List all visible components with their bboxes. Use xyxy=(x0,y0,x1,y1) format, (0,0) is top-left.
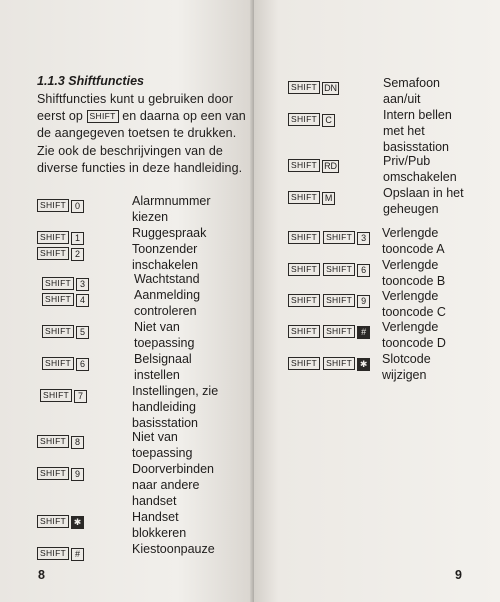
function-description: Verlengde tooncode D xyxy=(382,320,446,351)
function-description: Toonzender inschakelen xyxy=(132,242,199,273)
shift-key: SHIFT xyxy=(37,515,69,528)
shift-key: SHIFT xyxy=(40,389,72,402)
hash-key: # xyxy=(71,548,84,561)
digit-key: 9 xyxy=(71,468,84,481)
key-combo-shift-shift-6 xyxy=(288,260,370,278)
rd-key: RD xyxy=(324,161,338,171)
key-combo-shift-7 xyxy=(40,386,87,404)
function-description: Verlengde tooncode A xyxy=(382,226,445,257)
shift-key: SHIFT xyxy=(42,357,74,370)
section-title: 1.1.3 Shiftfuncties xyxy=(37,74,144,88)
function-description: Doorverbinden naar andere handset xyxy=(132,462,214,509)
key-combo-shift-hash xyxy=(37,544,84,562)
key-combo-shift-6 xyxy=(42,354,89,372)
shift-key: SHIFT xyxy=(323,325,355,338)
shift-key: SHIFT xyxy=(37,547,69,560)
shift-key: SHIFT xyxy=(323,231,355,244)
digit-key: 3 xyxy=(357,232,370,245)
function-description: Aanmelding controleren xyxy=(134,288,201,319)
digit-key: 7 xyxy=(74,390,87,403)
shift-key: SHIFT xyxy=(288,231,320,244)
key-combo-shift-8 xyxy=(37,432,84,450)
digit-key: 8 xyxy=(71,436,84,449)
digit-key: 5 xyxy=(76,326,89,339)
digit-key: 3 xyxy=(76,278,89,291)
key-combo-shift-shift-hash xyxy=(288,322,370,340)
intro-paragraph xyxy=(37,91,247,177)
function-description: Handset blokkeren xyxy=(132,510,187,541)
page-number: 8 xyxy=(38,568,45,582)
shift-key: SHIFT xyxy=(42,293,74,306)
intro-text-before-key: Shiftfuncties kunt u gebruiken door eerst op xyxy=(37,92,233,124)
shift-key: SHIFT xyxy=(37,231,69,244)
shift-key: SHIFT xyxy=(323,294,355,307)
shift-key: SHIFT xyxy=(288,81,320,94)
dn-key: DN xyxy=(324,83,338,93)
shift-key: SHIFT xyxy=(42,325,74,338)
function-description: Niet van toepassing xyxy=(134,320,195,351)
star-key: ✱ xyxy=(71,516,84,529)
key-combo-shift-shift-9 xyxy=(288,291,370,309)
key-combo-shift-star xyxy=(37,512,84,530)
function-description: Semafoon aan/uit xyxy=(383,76,440,107)
function-description: Niet van toepassing xyxy=(132,430,193,461)
function-description: Belsignaal instellen xyxy=(134,352,192,383)
shift-key: SHIFT xyxy=(288,294,320,307)
key-combo-shift-shift-star xyxy=(288,354,370,372)
key-combo-shift-5 xyxy=(42,322,89,340)
function-description: Ruggespraak xyxy=(132,226,207,240)
page-number: 9 xyxy=(455,568,462,582)
function-description: Verlengde tooncode C xyxy=(382,289,446,320)
key-combo-shift-dn xyxy=(288,78,339,96)
shift-key: SHIFT xyxy=(288,357,320,370)
function-description: Intern bellen met het basisstation xyxy=(383,108,452,155)
m-key: M xyxy=(322,192,335,205)
key-combo-shift-4 xyxy=(42,290,89,308)
digit-key: 4 xyxy=(76,294,89,307)
shift-key: SHIFT xyxy=(288,113,320,126)
key-combo-shift-m xyxy=(288,188,335,206)
digit-key: 6 xyxy=(357,264,370,277)
shift-key: SHIFT xyxy=(288,159,320,172)
shift-key: SHIFT xyxy=(37,199,69,212)
shift-key: SHIFT xyxy=(37,467,69,480)
function-description: Priv/Pub omschakelen xyxy=(383,154,457,185)
key-combo-shift-shift-3 xyxy=(288,228,370,246)
right-page xyxy=(254,0,500,602)
function-description: Instellingen, zie handleiding basisstation xyxy=(132,384,219,431)
c-key: C xyxy=(322,114,335,127)
digit-key: 6 xyxy=(76,358,89,371)
key-combo-shift-2 xyxy=(37,244,84,262)
key-combo-shift-0 xyxy=(37,196,84,214)
key-combo-shift-c xyxy=(288,110,335,128)
shift-key: SHIFT xyxy=(288,191,320,204)
shift-key: SHIFT xyxy=(37,247,69,260)
function-description: Wachtstand xyxy=(134,272,200,286)
function-description: Opslaan in het geheugen xyxy=(383,186,464,217)
digit-key: 1 xyxy=(71,232,84,245)
function-description: Alarmnummer kiezen xyxy=(132,194,211,225)
function-description: Verlengde tooncode B xyxy=(382,258,446,289)
shift-key: SHIFT xyxy=(323,263,355,276)
shift-key: SHIFT xyxy=(42,277,74,290)
shift-key: SHIFT xyxy=(288,263,320,276)
digit-key: 2 xyxy=(71,248,84,261)
function-description: Slotcode wijzigen xyxy=(382,352,431,383)
shift-key: SHIFT xyxy=(288,325,320,338)
hash-key: # xyxy=(357,326,370,339)
key-combo-shift-9 xyxy=(37,464,84,482)
intro-text-after-key: en daarna op een van de aangegeven toetsen te drukken. Zie ook de beschrijvingen van de diverse functies in deze handleiding. xyxy=(37,109,246,175)
shift-key: SHIFT xyxy=(37,435,69,448)
key-combo-shift-rd xyxy=(288,156,339,174)
star-key: ✱ xyxy=(357,358,370,371)
intro-shift-key: SHIFT xyxy=(87,110,119,123)
shift-key: SHIFT xyxy=(323,357,355,370)
digit-key: 9 xyxy=(357,295,370,308)
digit-key: 0 xyxy=(71,200,84,213)
function-description: Kiestoonpauze xyxy=(132,542,215,556)
